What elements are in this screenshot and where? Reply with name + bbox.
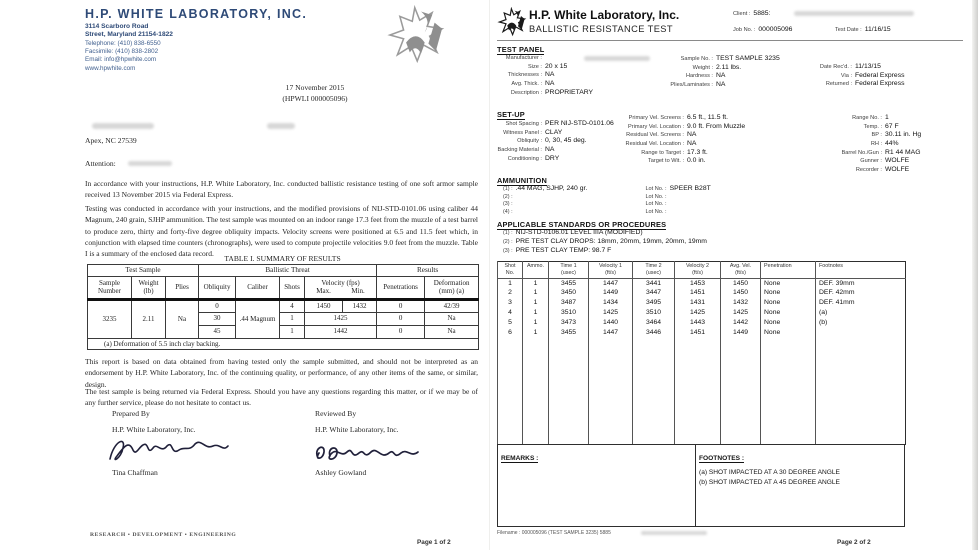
job-number-label: Job No. : — [733, 27, 756, 33]
prepared-name: Tina Chaffman — [112, 468, 158, 477]
penetrations-cell: 0 — [377, 325, 425, 338]
field-value: NA — [545, 146, 555, 154]
field-label: Obliquity : — [517, 138, 542, 145]
field-label: Plies/Laminates : — [670, 82, 713, 89]
test-date-value: 11/16/15 — [864, 26, 891, 33]
table-group-header-row — [88, 265, 479, 277]
col-velocity1: Velocity 1 (ft/s) — [589, 262, 633, 279]
footnotes-label: FOOTNOTES : — [699, 455, 745, 462]
col-shot-no: Shot No. — [498, 262, 523, 279]
letter-reference: (HPWLI 000005096) — [282, 94, 348, 103]
page2-number: Page 2 of 2 — [837, 539, 871, 546]
address-line: Street, Maryland 21154-1822 — [85, 31, 173, 39]
field-value: PROPRIETARY — [545, 88, 594, 96]
field-label: Shot Spacing : — [505, 121, 542, 127]
set-up-col3 — [817, 114, 921, 175]
table-row — [88, 299, 479, 312]
col-sample-number: Sample Number — [88, 276, 132, 299]
client-field — [733, 10, 770, 17]
field-value: 30.11 in. Hg — [885, 131, 922, 139]
field-label: Recorder : — [855, 167, 882, 174]
field-value: 20 x 15 — [545, 62, 568, 70]
field-label: Size : — [528, 63, 542, 70]
obliquity-cell: 30 — [199, 312, 236, 325]
velocity-cell: 1425 — [305, 312, 377, 325]
field-value: 1 — [885, 114, 889, 121]
remarks-cell — [498, 445, 696, 526]
redacted-manufacturer — [584, 56, 650, 61]
ammunition-rows — [503, 185, 711, 217]
page1-number: Page 1 of 2 — [417, 539, 451, 546]
prepared-by-label: Prepared By — [112, 409, 150, 418]
redacted-recipient-name — [92, 123, 154, 129]
col-caliber: Caliber — [236, 276, 280, 299]
field-value: Federal Express — [855, 80, 905, 88]
page2-company-name: H.P. White Laboratory, Inc. — [529, 8, 680, 22]
field-label: Manufacturer : — [505, 55, 542, 61]
col-shots: Shots — [280, 276, 305, 299]
standard-text: PRE TEST CLAY DROPS: 18mm, 20mm, 19mm, 20mm, 19mm — [515, 237, 707, 245]
lot-label: Lot No. : — [645, 193, 667, 200]
table-footnote-row — [88, 338, 479, 349]
field-value: R1 44 MAG — [885, 148, 921, 156]
caliber-cell: .44 Magnum — [236, 299, 280, 338]
field-label: Description : — [510, 89, 542, 96]
group-results: Results — [377, 265, 479, 277]
reviewed-company: H.P. White Laboratory, Inc. — [315, 425, 399, 434]
logo-swoosh-top — [421, 11, 432, 32]
prepared-company: H.P. White Laboratory, Inc. — [112, 425, 196, 434]
footnotes-cell — [696, 445, 904, 526]
group-ballistic-threat: Ballistic Threat — [199, 265, 377, 277]
shot-row: 4 1 3510 1425 3510 1425 1425 None (a) — [498, 309, 906, 319]
field-value: 0.0 in. — [687, 157, 706, 165]
shots-cell: 4 — [280, 299, 305, 312]
attention-label: Attention: — [85, 159, 116, 168]
address-line: 3114 Scarboro Road — [85, 23, 149, 30]
field-label: Temp. : — [863, 123, 882, 130]
footnote-a: (a) SHOT IMPACTED AT A 30 DEGREE ANGLE — [699, 469, 840, 476]
field-value: 11/13/15 — [855, 63, 881, 70]
page1-address — [85, 23, 173, 39]
field-label: Range to Target : — [641, 149, 684, 156]
table-header-row — [88, 276, 479, 299]
col-deformation: Deformation (mm) (a) — [425, 276, 479, 299]
shot-row: 6 1 3455 1447 3446 1451 1449 None — [498, 329, 906, 339]
field-label: Weight : — [692, 64, 713, 71]
col-ammo: Ammo. — [523, 262, 549, 279]
field-value: TEST SAMPLE 3235 — [716, 55, 780, 62]
set-up-col2 — [619, 114, 745, 166]
reviewed-name: Ashley Gowland — [315, 468, 367, 477]
test-panel-col1 — [497, 55, 593, 97]
section-set-up: SET-UP — [497, 110, 525, 119]
ammo-num: (4) : — [503, 209, 513, 216]
job-number-value: 000005096 — [758, 26, 793, 33]
set-up-col1 — [497, 120, 614, 163]
group-test-sample: Test Sample — [88, 265, 199, 277]
recipient-city: Apex, NC 27539 — [85, 136, 137, 145]
job-number-field — [733, 26, 792, 33]
field-label: BP : — [871, 132, 882, 139]
paragraph-2: Testing was conducted in accordance with your instructions, and the modified provisions of NIJ-STD-0101.06 using caliber 44 Magnum, 240 grain, SJHP ammunition. The test sample was mounted on an indoor range 17.3 feet from the muzzle of a test barrel to produce zero, thirty and forty-five degree obliquity impacts. Velocity screens were positioned at 6.5 and 11.5 feet which, in conjunction with elapsed time counters (chronographs), were used to compute projectile velocities 9.0 feet from the muzzle. Table I is a summary of the enclosed data record. — [85, 204, 478, 258]
field-label: Backing Material : — [497, 147, 542, 154]
field-value: Federal Express — [855, 71, 905, 79]
field-label: Via : — [840, 72, 852, 79]
field-label: RH : — [870, 141, 882, 148]
standard-num: (1) : — [503, 230, 513, 236]
footnote-b: (b) SHOT IMPACTED AT A 45 DEGREE ANGLE — [699, 478, 840, 486]
standard-text: NIJ-STD-0106.01 LEVEL IIIA (MODIFIED) — [515, 229, 643, 236]
paragraph-3: This report is based on data obtained from having tested only the sample submitted, and should not be interpreted as an endorsement by H.P. White Laboratory, Inc. of the continuing quality, or performance, of any other items of the same, or similar, design. — [85, 357, 478, 389]
ammo-desc: .44 MAG, SJHP, 240 gr. — [515, 185, 588, 192]
col-plies: Plies — [166, 276, 199, 299]
table-caption: TABLE I. SUMMARY OF RESULTS — [224, 254, 341, 263]
shot-row: 1 1 3455 1447 3441 1453 1450 None DEF. 39mm — [498, 279, 906, 289]
field-label: Residual Vel. Location : — [625, 141, 684, 148]
field-label: Date Rec'd. : — [819, 64, 852, 70]
penetrations-cell: 0 — [377, 312, 425, 325]
field-label: Residual Vel. Screens : — [626, 132, 684, 139]
field-label: Avg. Thick. : — [511, 81, 542, 88]
col-obliquity: Obliquity — [199, 276, 236, 299]
col-footnotes: Footnotes — [816, 262, 906, 279]
deformation-cell: Na — [425, 325, 479, 338]
obliquity-cell: 0 — [199, 299, 236, 312]
test-date-label: Test Date : — [835, 27, 862, 33]
field-label: Returned : — [825, 81, 852, 88]
standards-rows — [503, 229, 707, 256]
contact-line: Telephone: (410) 838-6550 — [85, 40, 161, 47]
lot-label: Lot No. : — [645, 186, 667, 192]
field-value: NA — [716, 72, 726, 80]
col-penetration: Penetration — [761, 262, 816, 279]
velocity-cell: 1442 — [305, 325, 377, 338]
test-panel-col3 — [789, 63, 905, 89]
lot-label: Lot No. : — [645, 209, 667, 216]
section-standards: APPLICABLE STANDARDS OR PROCEDURES — [497, 220, 667, 229]
col-velocity: Velocity (fps) Max. Min. — [305, 276, 377, 299]
shot-row: 2 1 3450 1449 3447 1451 1450 None DEF. 42mm — [498, 289, 906, 299]
field-label: Hardness : — [685, 73, 713, 80]
reviewed-signature — [310, 438, 422, 466]
shots-cell: 1 — [280, 325, 305, 338]
field-value: NA — [716, 81, 726, 89]
field-value: NA — [545, 80, 555, 88]
field-label: Primary Vel. Screens : — [628, 115, 684, 121]
field-label: Sample No. : — [680, 56, 713, 62]
scan-edge-shadow — [972, 0, 978, 550]
field-value: 44% — [885, 140, 899, 148]
shot-data-table — [497, 261, 906, 445]
table-footnote: (a) Deformation of 5.5 inch clay backing. — [88, 338, 479, 349]
shots-cell: 1 — [280, 312, 305, 325]
sample-number-cell: 3235 — [88, 299, 132, 338]
field-value: 67 F — [885, 122, 899, 130]
vmin-cell: 1432 — [343, 299, 377, 312]
obliquity-cell: 45 — [199, 325, 236, 338]
field-label: Conditioning : — [507, 155, 542, 162]
reviewed-by-label: Reviewed By — [315, 409, 357, 418]
field-value: 2.11 lbs. — [716, 63, 742, 71]
field-label: Thicknesses : — [507, 72, 542, 79]
col-time1: Time 1 (usec) — [549, 262, 589, 279]
col-velocity2: Velocity 2 (ft/s) — [675, 262, 721, 279]
lot-value: SPEER B28T — [669, 185, 711, 192]
field-value: DRY — [545, 154, 560, 162]
client-value: 5885: — [753, 10, 771, 17]
client-label: Client : — [733, 11, 751, 17]
page2-report-title: BALLISTIC RESISTANCE TEST — [529, 24, 673, 34]
page1-company-name: H.P. WHITE LABORATORY, INC. — [85, 7, 308, 21]
field-label: Primary Vel. Location : — [628, 123, 684, 130]
field-value: NA — [687, 131, 697, 139]
field-label: Barrel No./Gun : — [841, 149, 882, 156]
col-velocity-min: Min. — [351, 287, 365, 296]
redacted-filename-part — [641, 531, 707, 535]
field-value: WOLFE — [885, 157, 910, 165]
paragraph-1: In accordance with your instructions, H.P. White Laboratory, Inc. conducted ballistic resistance testing of one soft armor sample received 13 November 2015 via Federal Express. — [85, 179, 478, 200]
contact-line: Facsimile: (410) 838-2802 — [85, 48, 159, 56]
paragraph-4: The test sample is being returned via Federal Express. Should you have any questions regarding this matter, or if we may be of any further service, please do not hesitate to contact us. — [85, 387, 478, 408]
shot-table-header-row — [498, 262, 906, 279]
summary-table — [87, 264, 479, 350]
standard-num: (3) : — [503, 247, 513, 254]
shot-row: 5 1 3473 1440 3464 1443 1442 None (b) — [498, 319, 906, 329]
section-ammunition: AMMUNITION — [497, 176, 548, 185]
deformation-cell: Na — [425, 312, 479, 325]
test-panel-col2 — [642, 55, 780, 90]
weight-cell: 2.11 — [132, 299, 166, 338]
redacted-client-name — [794, 11, 914, 16]
page1-contacts — [85, 40, 161, 73]
redacted-attention-name — [128, 161, 172, 166]
letter-date: 17 November 2015 — [285, 83, 345, 92]
field-value: NA — [545, 71, 555, 79]
remarks-label: REMARKS : — [501, 455, 539, 462]
page-2 — [489, 0, 978, 550]
filename-text: Filename : 000005096 (TEST SAMPLE 3235) 5885 — [497, 530, 611, 536]
field-label: Range No. : — [852, 115, 882, 121]
remarks-footnotes-box — [497, 444, 905, 527]
field-label: Gunner : — [860, 158, 882, 165]
vmax-cell: 1450 — [305, 299, 343, 312]
ammo-num: (1) : — [503, 186, 513, 192]
section-test-panel: TEST PANEL — [497, 45, 545, 54]
standard-text: PRE TEST CLAY TEMP: 98.7 F — [515, 246, 612, 254]
contact-line: Email: info@hpwhite.com — [85, 56, 157, 64]
field-label: Witness Panel : — [503, 129, 542, 136]
shot-table-empty-space — [498, 339, 906, 445]
field-label: Target to Wit. : — [647, 158, 684, 165]
col-time2: Time 2 (usec) — [633, 262, 675, 279]
shot-row: 3 1 3487 1434 3495 1431 1432 None DEF. 41mm — [498, 299, 906, 309]
deformation-cell: 42/39 — [425, 299, 479, 312]
prepared-signature — [104, 433, 232, 467]
plies-cell: Na — [166, 299, 199, 338]
col-weight: Weight (lb) — [132, 276, 166, 299]
field-value: 0, 30, 45 deg. — [545, 137, 587, 145]
field-value: WOLFE — [885, 166, 910, 174]
field-value: CLAY — [545, 128, 563, 136]
lot-label: Lot No. : — [645, 201, 667, 208]
hpwhite-logo-small-icon — [497, 7, 527, 37]
field-value: 9.0 ft. From Muzzle — [687, 122, 746, 130]
test-date-field — [835, 26, 891, 33]
col-avg-vel: Avg. Vel. (ft/s) — [721, 262, 761, 279]
date-block — [250, 82, 380, 104]
contact-line: www.hpwhite.com — [85, 64, 136, 72]
footer-motto: RESEARCH • DEVELOPMENT • ENGINEERING — [90, 532, 237, 538]
ammo-num: (3) : — [503, 201, 513, 208]
field-value: NA — [687, 140, 697, 148]
hpwhite-logo-icon — [385, 4, 447, 66]
ammo-num: (2) : — [503, 193, 513, 200]
field-value: 17.3 ft. — [687, 148, 708, 156]
col-velocity-max: Max. — [316, 287, 331, 296]
field-value: PER NIJ-STD-0101.06 — [545, 120, 614, 127]
col-penetrations: Penetrations — [377, 276, 425, 299]
standard-num: (2) : — [503, 238, 513, 245]
field-value: 6.5 ft., 11.5 ft. — [687, 114, 729, 121]
redacted-recipient-extra — [267, 123, 295, 129]
page-divider — [489, 0, 490, 550]
header-rule — [497, 40, 963, 41]
penetrations-cell: 0 — [377, 299, 425, 312]
